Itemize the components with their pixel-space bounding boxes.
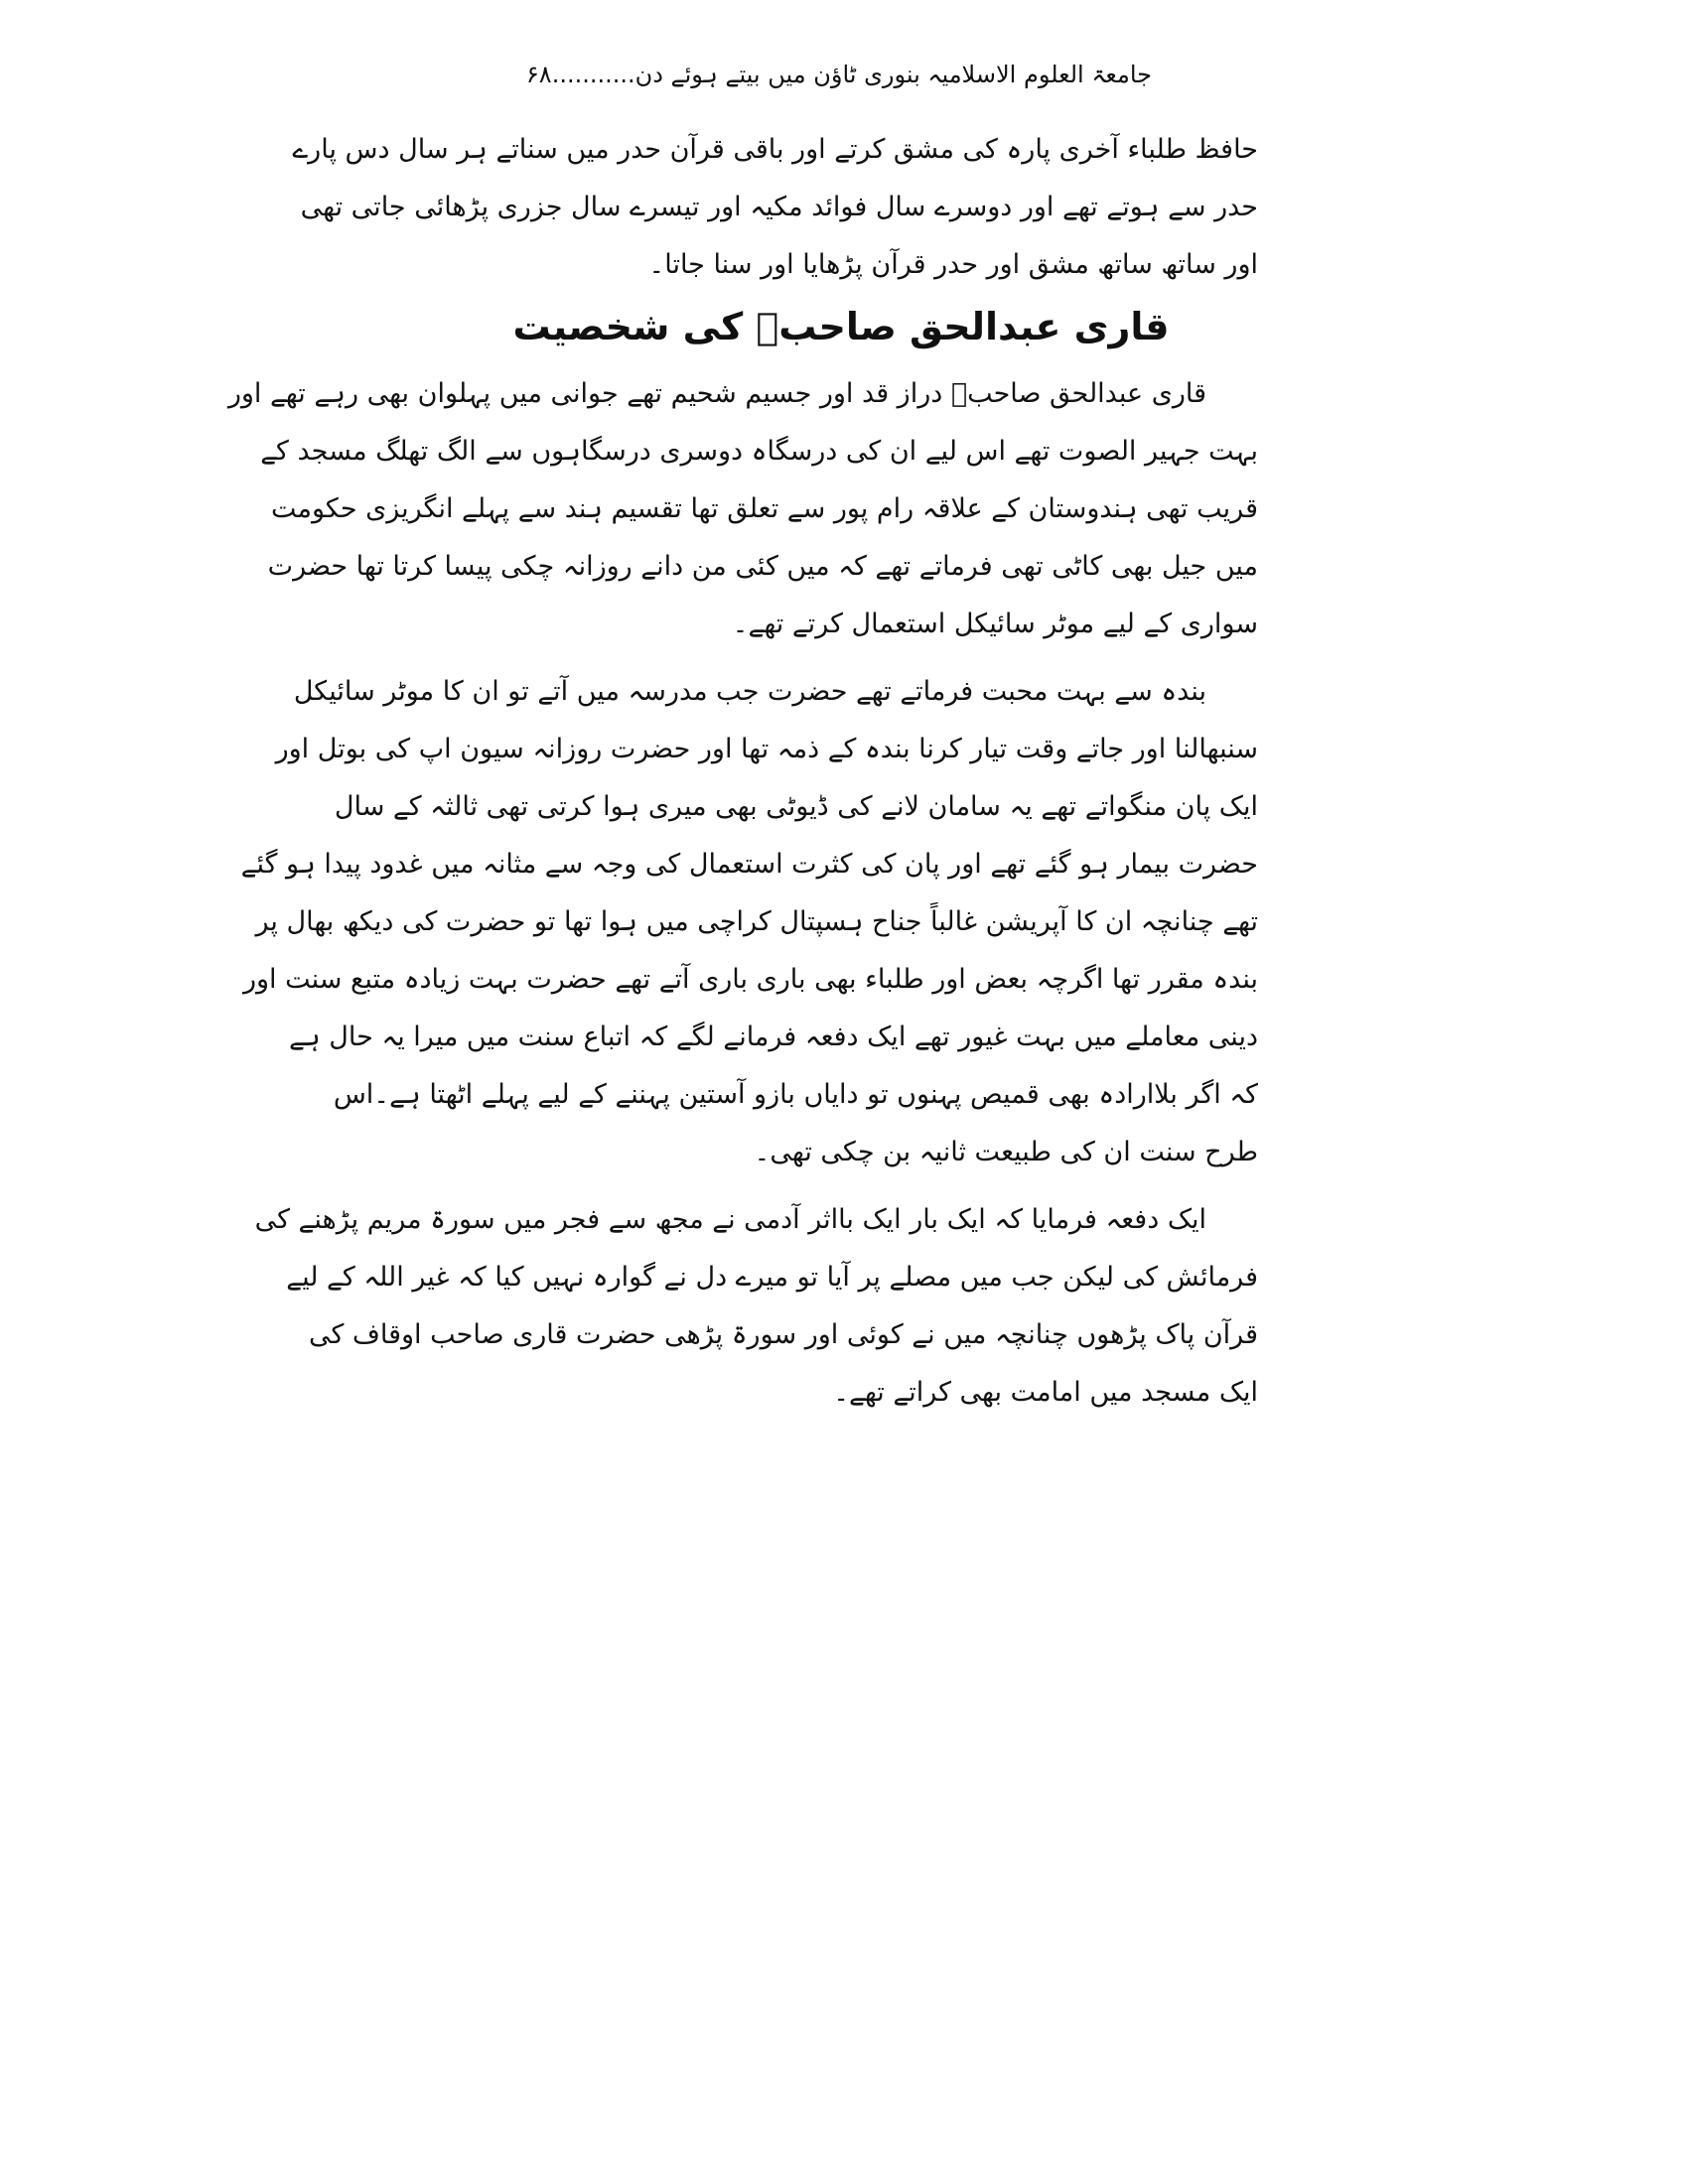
paragraph-1 (227, 365, 1258, 653)
text-line: سنبھالنا اور جاتے وقت تیار کرنا بندہ کے ذمہ تھا اور حضرت روزانہ سیون اپ کی بوتل اور (275, 734, 1258, 764)
section-heading: قاری عبدالحق صاحبؒ کی شخصیت (512, 305, 1170, 348)
paragraph-gap (424, 1181, 1258, 1191)
intro-paragraph (292, 121, 1258, 294)
running-header: جامعۃ العلوم الاسلامیہ بنوری ٹاؤن میں بیتے ہوئے دن...........۶۸ (525, 61, 1152, 88)
text-line: حافظ طلباء آخری پارہ کی مشق کرتے اور باقی قرآن حدر میں سناتے ہر سال دس پارے (292, 134, 1258, 165)
text-line: فرمائش کی لیکن جب میں مصلے پر آیا تو میرے دل نے گوارہ نہیں کیا کہ غیر اللہ کے لیے (286, 1262, 1258, 1293)
body-text (227, 121, 1258, 1422)
text-line: حدر سے ہوتے تھے اور دوسرے سال فوائد مکیہ اور تیسرے سال جزری پڑھائی جاتی تھی (300, 192, 1258, 222)
paragraph-2 (240, 663, 1258, 1181)
text-line: طرح سنت ان کی طبیعت ثانیہ بن چکی تھی۔ (754, 1137, 1258, 1167)
text-line: قاری عبدالحق صاحبؒ دراز قد اور جسیم شحیم تھے جوانی میں پہلوان بھی رہے تھے اور (227, 378, 1206, 409)
text-line: ایک مسجد میں امامت بھی کراتے تھے۔ (833, 1377, 1258, 1408)
text-line: قرآن پاک پڑھوں چنانچہ میں نے کوئی اور سورۃ پڑھی حضرت قاری صاحب اوقاف کی (308, 1319, 1258, 1350)
paragraph-gap (424, 653, 1258, 663)
text-line: بندہ سے بہت محبت فرماتے تھے حضرت جب مدرسہ میں آتے تو ان کا موٹر سائیکل (293, 676, 1206, 707)
text-line: کہ اگر بلاارادہ بھی قمیص پہنوں تو دایاں بازو آستین پہننے کے لیے پہلے اٹھتا ہے۔اس (333, 1079, 1258, 1110)
text-line: بندہ مقرر تھا اگرچہ بعض اور طلباء بھی باری باری آتے تھے حضرت بہت زیادہ متبع سنت اور (242, 964, 1258, 995)
text-line: تھے چنانچہ ان کا آپریشن غالباً جناح ہسپتال کراچی میں ہوا تھا تو حضرت کی دیکھ بھال پر (255, 906, 1258, 937)
text-line: ایک دفعہ فرمایا کہ ایک بار ایک بااثر آدمی نے مجھ سے فجر میں سورۃ مریم پڑھنے کی (254, 1204, 1206, 1235)
text-line: اور ساتھ ساتھ مشق اور حدر قرآن پڑھایا اور سنا جاتا۔ (648, 249, 1258, 280)
text-line: قریب تھی ہندوستان کے علاقہ رام پور سے تعلق تھا تقسیم ہند سے پہلے انگریزی حکومت (271, 493, 1258, 524)
text-line: سواری کے لیے موٹر سائیکل استعمال کرتے تھے۔ (732, 609, 1258, 639)
text-line: بہت جہیر الصوت تھے اس لیے ان کی درسگاہ دوسری درسگاہوں سے الگ تھلگ مسجد کے (260, 436, 1258, 467)
text-line: حضرت بیمار ہو گئے تھے اور پان کی کثرت استعمال کی وجہ سے مثانہ میں غدود پیدا ہو گئے (240, 849, 1258, 880)
text-line: ایک پان منگواتے تھے یہ سامان لانے کی ڈیوٹی بھی میری ہوا کرتی تھی ثالثہ کے سال (334, 791, 1258, 822)
paragraph-3 (254, 1191, 1258, 1422)
text-line: میں جیل بھی کاٹی تھی فرماتے تھے کہ میں کئی من دانے روزانہ چکی پیسا کرتا تھا حضرت (267, 551, 1258, 582)
text-line: دینی معاملے میں بہت غیور تھے ایک دفعہ فرمانے لگے کہ اتباع سنت میں میرا یہ حال ہے (289, 1022, 1258, 1052)
